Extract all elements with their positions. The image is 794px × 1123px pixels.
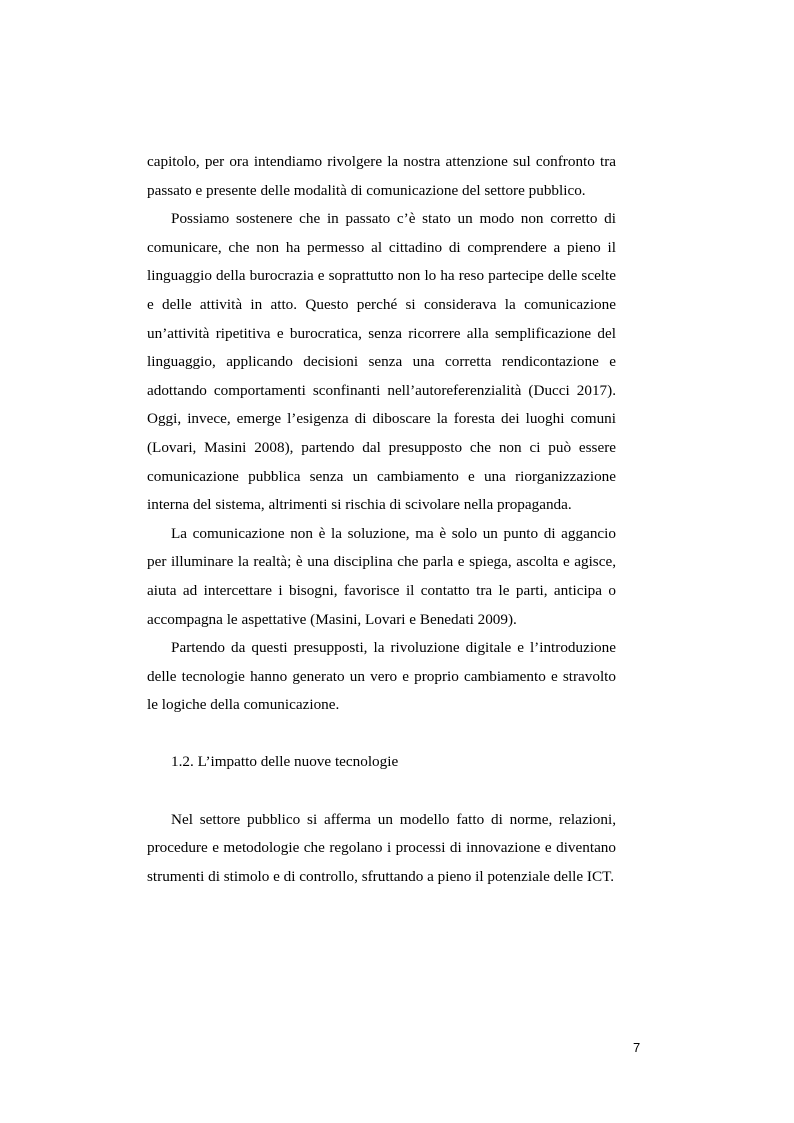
paragraph: La comunicazione non è la soluzione, ma è solo un punto di aggancio per illuminare la realtà; è una disciplina che parla e spiega, ascolta e agisce, aiuta ad intercettare i bisogni, favorisce il contatto tra le parti, anticipa o accompagna le aspettative (Masini, Lovari e Benedati 2009). xyxy=(147,524,616,628)
paragraph: Partendo da questi presupposti, la rivoluzione digitale e l’introduzione delle tecnologie hanno generato un vero e proprio cambiamento e stravolto le logiche della comunicazione. xyxy=(147,639,616,714)
paragraph: Possiamo sostenere che in passato c’è stato un modo non corretto di comunicare, che non ha permesso al cittadino di comprendere a pieno il linguaggio della burocrazia e soprattutto non lo ha reso partecipe delle scelte e delle attività in atto. Questo perché si considerava la comunicazione un’attività ripetitiva e burocratica, senza ricorrere alla semplificazione del linguaggio, applicando decisioni senza una corretta rendicontazione e adottando comportamenti sconfinanti nell’autoreferenzialità (Ducci 2017). Oggi, invece, emerge l’esigenza di diboscare la foresta dei luoghi comuni (Lovari, Masini 2008), partendo dal presupposto che non ci può essere comunicazione pubblica senza un cambiamento e una riorganizzazione interna del sistema, altrimenti si rischia di scivolare nella propaganda. xyxy=(147,210,616,514)
page-body xyxy=(147,148,616,891)
paragraph-continuation: capitolo, per ora intendiamo rivolgere la nostra attenzione sul confronto tra passato e presente delle modalità di comunicazione del settore pubblico. xyxy=(147,153,616,199)
page-number: 7 xyxy=(633,1040,641,1055)
section-heading: 1.2. L’impatto delle nuove tecnologie xyxy=(171,753,399,771)
paragraph: Nel settore pubblico si afferma un modello fatto di norme, relazioni, procedure e metodologie che regolano i processi di innovazione e diventano strumenti di stimolo e di controllo, sfruttando a pieno il potenziale delle ICT. xyxy=(147,810,616,885)
